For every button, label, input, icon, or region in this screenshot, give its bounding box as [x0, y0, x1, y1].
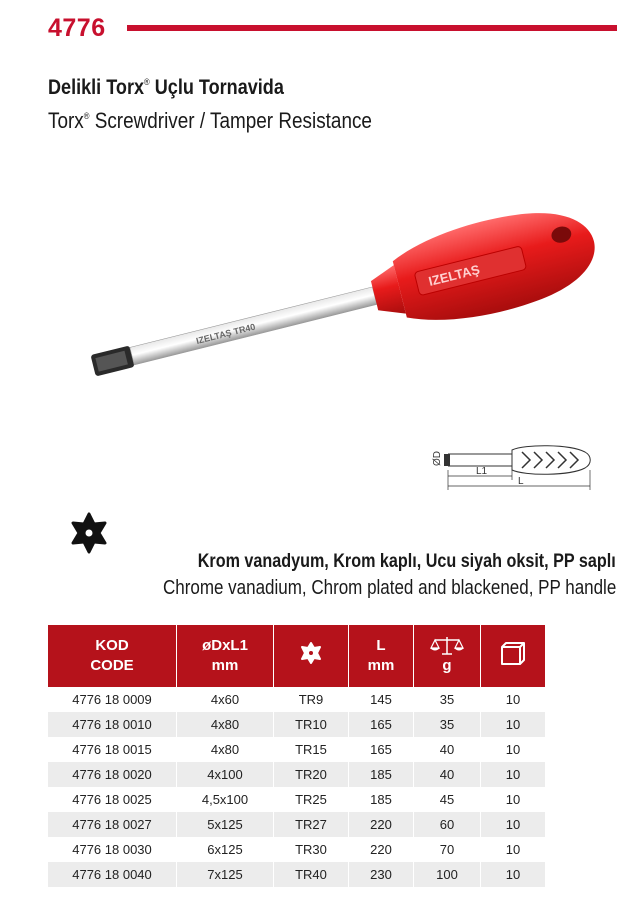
cell-length: 220 [349, 812, 414, 837]
cell-tip: TR30 [274, 837, 349, 862]
cell-tip: TR20 [274, 762, 349, 787]
cell-code: 4776 18 0020 [48, 762, 177, 787]
cell-tip: TR25 [274, 787, 349, 812]
header-rule [127, 25, 617, 31]
screwdriver-image [40, 200, 600, 380]
cell-weight: 45 [414, 787, 481, 812]
spec-table [48, 625, 545, 887]
cell-tip: TR40 [274, 862, 349, 887]
cell-size: 4x100 [177, 762, 274, 787]
header-quantity [481, 625, 546, 687]
cell-weight: 35 [414, 687, 481, 712]
cell-qty: 10 [481, 762, 546, 787]
cell-length: 145 [349, 687, 414, 712]
cell-tip: TR27 [274, 812, 349, 837]
cell-qty: 10 [481, 812, 546, 837]
title-tr-rest: Uçlu Tornavida [149, 76, 284, 99]
title-en-rest: Screwdriver / Tamper Resistance [89, 108, 372, 133]
table-row [48, 712, 545, 737]
title-tr-reg: ® [144, 77, 150, 87]
spec-turkish: Krom vanadyum, Krom kaplı, Ucu siyah oksit, PP saplı [198, 551, 616, 572]
table-body [48, 687, 545, 887]
table-row [48, 687, 545, 712]
header-length: L mm [349, 625, 414, 687]
table-row [48, 737, 545, 762]
cell-code: 4776 18 0015 [48, 737, 177, 762]
cell-size: 4,5x100 [177, 787, 274, 812]
drawing-label-d: ØD [432, 451, 443, 466]
table-row [48, 812, 545, 837]
drawing-label-l1: L1 [476, 466, 488, 477]
cell-size: 4x60 [177, 687, 274, 712]
handle-brand: IZELTAŞ [426, 261, 482, 289]
cell-tip: TR10 [274, 712, 349, 737]
drawing-tip [444, 454, 450, 466]
cell-length: 230 [349, 862, 414, 887]
cell-qty: 10 [481, 712, 546, 737]
cell-tip: TR9 [274, 687, 349, 712]
spec-english: Chrome vanadium, Chrom plated and blackened, PP handle [162, 577, 616, 599]
table-row [48, 787, 545, 812]
title-en-reg: ® [83, 111, 90, 121]
header-weight: g [414, 625, 481, 687]
cell-length: 220 [349, 837, 414, 862]
header-size: øDxL1 mm [177, 625, 274, 687]
cell-qty: 10 [481, 737, 546, 762]
title-turkish [48, 76, 284, 100]
table-row [48, 837, 545, 862]
product-code: 4776 [48, 14, 106, 42]
cell-size: 4x80 [177, 737, 274, 762]
cell-qty: 10 [481, 862, 546, 887]
cell-tip: TR15 [274, 737, 349, 762]
cell-size: 5x125 [177, 812, 274, 837]
cell-size: 4x80 [177, 712, 274, 737]
cell-code: 4776 18 0027 [48, 812, 177, 837]
cell-weight: 100 [414, 862, 481, 887]
title-tr-main: Delikli Torx [48, 76, 145, 99]
cell-weight: 40 [414, 762, 481, 787]
cell-code: 4776 18 0030 [48, 837, 177, 862]
cell-qty: 10 [481, 837, 546, 862]
shaft-brand: IZELTAŞ TR40 [195, 321, 257, 347]
table-header-row [48, 625, 545, 687]
cell-length: 165 [349, 712, 414, 737]
cell-weight: 35 [414, 712, 481, 737]
table-row [48, 762, 545, 787]
cell-code: 4776 18 0010 [48, 712, 177, 737]
cell-length: 185 [349, 787, 414, 812]
cell-qty: 10 [481, 687, 546, 712]
cell-length: 165 [349, 737, 414, 762]
technical-drawing [430, 440, 600, 495]
header-tip [274, 625, 349, 687]
cell-code: 4776 18 0025 [48, 787, 177, 812]
cell-size: 6x125 [177, 837, 274, 862]
box-icon [500, 641, 526, 665]
title-en-main: Torx [48, 108, 84, 133]
scale-icon [430, 636, 464, 656]
cell-code: 4776 18 0009 [48, 687, 177, 712]
drawing-label-l: L [518, 476, 524, 487]
cell-code: 4776 18 0040 [48, 862, 177, 887]
table-row [48, 862, 545, 887]
cell-qty: 10 [481, 787, 546, 812]
torx-header-icon [299, 641, 323, 665]
cell-weight: 60 [414, 812, 481, 837]
torx-icon [68, 512, 110, 554]
cell-weight: 40 [414, 737, 481, 762]
cell-length: 185 [349, 762, 414, 787]
header-code: KOD CODE [48, 625, 177, 687]
cell-size: 7x125 [177, 862, 274, 887]
cell-weight: 70 [414, 837, 481, 862]
title-english [48, 108, 372, 134]
